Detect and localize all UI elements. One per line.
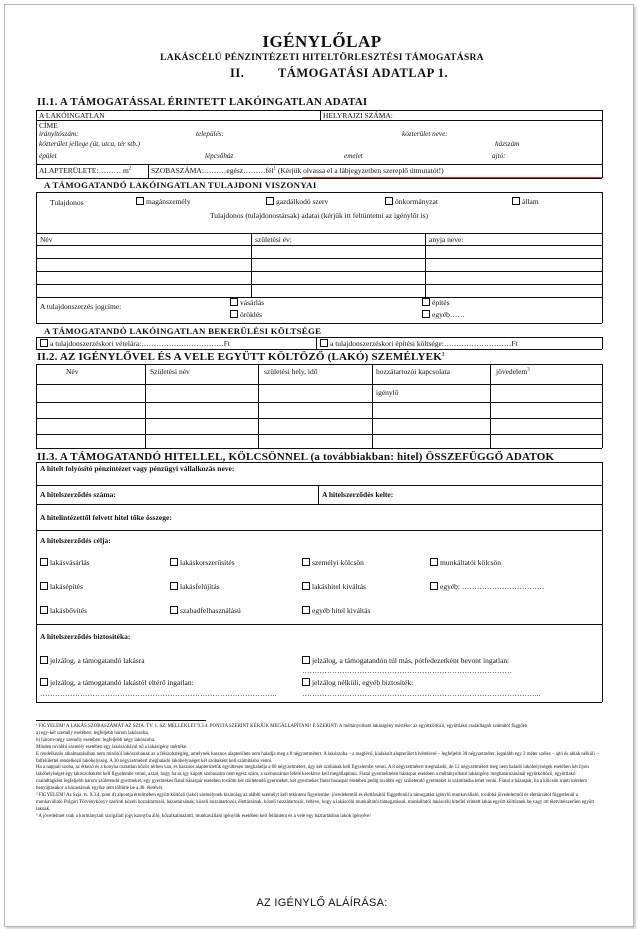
goal-munkaltatoi-kolcson[interactable]: munkáltatói kölcsön [430, 558, 501, 567]
label-kozterulet-jellege: közterület jellege (út, utca, tér stb.) [39, 140, 140, 148]
label-kozterulet-neve: közterület neve: [402, 130, 448, 138]
checkbox-onk[interactable] [385, 197, 393, 205]
security-eltero-dots: ………………………………………………………………………………….. [40, 689, 277, 698]
owner-option-onk[interactable]: önkormányzat [385, 197, 438, 206]
footnote-1e: Ha a nappali szoba, az étkező és a konyha osztatlan közös térben van, és hasznos alapterületük együttesen meghaladja a 60 négyzetmétert, úgy két szobának kell figyelembe venni. A 8 négyzetmétert meghaladó, de 12 négyzetmétert meg nem haladó lakóhelyiségek esetében két ilyen lakóhelyiséget egy lakószobaként kell figyelembe venni, azzal, hogy ha az így kapott szobaszám nem egész szám, a szobaszámot lefelé kerekítve kell megállapítani. Fiatal gyermektelen házaspár esetében a méltányolható lakásigény meghatározásánál együtköltöző, együttlakó családtagként legfeljebb három születendő gyermeket, egy gyermekes fiatal házaspár esetében további két születendő gyermeket, két gyermekes fiatal házaspár esetében pedig további egy születendő gyermeket is számításba lehet venni. Fiatal a házaspár, ha a kölcsön iránti kérelem benyújtásakor a házastársak egyike sem töltötte be a 40. életévét. [36, 765, 589, 792]
owner-option-allam[interactable]: állam [512, 197, 539, 206]
goal-szemelyi-kolcson[interactable]: személyi kölcsön [302, 558, 364, 567]
col-ii2-nev: Név [66, 367, 79, 376]
security-egyeb[interactable]: jelzálog nélküli, egyéb biztosíték: [302, 678, 413, 687]
label-iranyitoszam: irányítószám: [39, 130, 79, 138]
label-biztositeka: A hitelszerződés biztosítéka: [40, 632, 131, 641]
label-lepcsohaz: lépcsőház [205, 152, 234, 160]
label-szerzodes-szama: A hitelszerződés száma: [40, 490, 116, 499]
checkbox-goal-6[interactable] [170, 582, 178, 590]
jogcim-orokles[interactable]: öröklés [230, 310, 262, 319]
label-cime: CÍME [39, 121, 58, 130]
footnote-2: ² FIGYELEM! Az Szja. tv. 9.3.4. pont d) alpontja értelmében együtt költöző (lakó) személynek kizárólag az alábbi személyt kell tekinteni figyelembe: jövedelemtől és élettársától függetlenül a támogatást igénylő munkavállaló, továbbá jövedelemtől és élettársától függetlenül a munkavállaló Polgári Törvénykönyv szerinti közeli hozzátartozói, házastársának, közeli hozzátartozói, élettársának, közeli hozzátartozói, feltéve, hogy a lakáscélú munkáltatói támogatással, munkáltatói lakáscélú hitellel érintett lakás együtt költöznek be vagy ott életvitelszerűen együtt laknak. [36, 793, 595, 812]
owner-option-gazd[interactable]: gazdálkodó szerv [266, 197, 328, 206]
goal-szabadfelhasznalasu[interactable]: szabadfelhasználású [170, 606, 241, 615]
jogcim-egyeb[interactable]: egyéb…… [422, 310, 465, 319]
checkbox-goal-3[interactable] [302, 558, 310, 566]
footnote-1c: Minden további személy esetében egy lakószobával nő a lakásigény mértéke. [36, 744, 188, 750]
col-szulev: születési év: [255, 235, 292, 244]
owners-note: Tulajdonos (tulajdonostársak) adatai (kérjük itt feltüntetni az igénylőt is) [209, 211, 428, 220]
form-title: IGÉNYLŐLAP [262, 32, 382, 51]
cost-option-vetelar[interactable]: a tulajdonszerzéskori vételára:……………………………Ft [40, 339, 230, 348]
checkbox-epitesi[interactable] [320, 339, 328, 347]
checkbox-goal-8[interactable] [430, 582, 438, 590]
sheet-title: TÁMOGATÁSI ADATLAP 1. [278, 66, 449, 80]
security-potfedezet-dots: ………………………………………………………………………… [302, 666, 512, 675]
footnote-1a: a) egy-két személy esetében: legfeljebb három lakószoba, [36, 730, 149, 736]
section-ii1-title: II.1. A TÁMOGATÁSSAL ÉRINTETT LAKÓINGATLAN ADATAI [37, 96, 368, 108]
label-szerzodes-kelte: A hitelszerződés kelte: [322, 490, 394, 499]
checkbox-egyeb[interactable] [422, 310, 430, 318]
checkbox-sec-4[interactable] [302, 678, 310, 686]
footnote-1d: E rendelkezés alkalmazásában nem minősül lakószobának az a félszobatéglég, amelynek hasznos alapterülete nem haladja meg a 8 négyzetmétert. A lakószoba – a meglévő, kialakult alapterület kivételével – legfeljebb 30 négyzetméter, legalább egy 2 méter széles – ajtó és ablak nélküli – falfelülettel rendelkező lakóhelyiség. A 30 négyzetmétert meghaladó lakóhelyiséget két szobaként kell számításba venni. [36, 751, 599, 764]
jogcim-vasarlas[interactable]: vásárlás [230, 298, 264, 307]
goal-egyeb[interactable]: egyéb: …………………………… [430, 582, 544, 591]
goal-lakasepites[interactable]: lakásépítés [40, 582, 83, 591]
label-lakoingatlan: A LAKÓINGATLAN [39, 111, 105, 120]
checkbox-goal-4[interactable] [430, 558, 438, 566]
footnote-1: ¹ FIGYELEM! A LAKÁS SZOBASZÁMÁT AZ SZJA. TV. 1. SZ. MELLÉKLET 9.3.4. PONTJA SZERINT KÉRJÜK MEGÁLLAPÍTANI! E SZERINT: A méltányolható lakásigény mértéke: az együtköltöző, együttlakó családtagok számától függően [36, 724, 528, 729]
checkbox-vasarlas[interactable] [230, 298, 238, 306]
col-ii2-kapcsolat: hozzátartozói kapcsolata [376, 367, 450, 376]
label-emelet: emelet [344, 152, 363, 160]
goal-lakasfelujitas[interactable]: lakásfelújítás [170, 582, 220, 591]
checkbox-gazd[interactable] [266, 197, 274, 205]
label-celja: A hitelszerződés célja: [40, 536, 111, 545]
checkbox-sec-1[interactable] [40, 656, 48, 664]
goal-lakasvasarlas[interactable]: lakásvásárlás [40, 558, 90, 567]
footnotes [36, 724, 602, 821]
checkbox-allam[interactable] [512, 197, 520, 205]
checkbox-orokles[interactable] [230, 310, 238, 318]
checkbox-goal-5[interactable] [40, 582, 48, 590]
checkbox-goal-2[interactable] [170, 558, 178, 566]
signature-label: AZ IGÉNYLŐ ALÁÍRÁSA: [256, 897, 388, 909]
footnote-1b: b) három-négy személy esetében: legfeljebb négy lakószoba. [36, 737, 156, 743]
cost-option-epitesi[interactable]: a tulajdonszerzéskori építési költsége:………………………Ft [320, 339, 518, 348]
goal-lakashitel-kivaltas[interactable]: lakáshitel kiváltás [302, 582, 366, 591]
checkbox-goal-10[interactable] [170, 606, 178, 614]
checkbox-goal-7[interactable] [302, 582, 310, 590]
owner-option-magan[interactable]: magánszemély [136, 197, 191, 206]
footnote-3: ³ A jövedelmet csak a kormányzati szolgálati jogviszonyba álló, közalkalmazotti, munkavállaló igénylők esetében kell feltünteni és a vele egy háztartásban lakók igényére! [36, 813, 371, 819]
jogcim-epites[interactable]: építés [422, 298, 450, 307]
goal-lakasbovites[interactable]: lakásbővítés [40, 606, 87, 615]
section-ii2-title: II.2. AZ IGÉNYLŐVEL ÉS A VELE EGYÜTT KÖLTÖZŐ (LAKÓ) SZEMÉLYEK$^2$ [37, 351, 445, 363]
label-epulet: épület [39, 152, 57, 160]
label-telepules: település: [196, 130, 224, 138]
label-alapterulet: ALAPTERÜLETE:……… $m^2$ [39, 166, 132, 175]
checkbox-goal-11[interactable] [302, 606, 310, 614]
checkbox-goal-9[interactable] [40, 606, 48, 614]
label-hazszam: házszám [495, 140, 520, 148]
label-toke: A hitelintézettől felvett hitel tőke összege: [40, 513, 172, 522]
security-egyeb-dots: …………………………………………………………………………………... [302, 689, 541, 698]
label-ajto: ajtó: [492, 152, 506, 160]
cell-igenylo: igénylő [376, 388, 399, 397]
goal-lakaskorszerusites[interactable]: lakáskorszerűsítés [170, 558, 235, 567]
goal-egyeb-hitel-kivaltas[interactable]: egyéb hitel kiváltás [302, 606, 370, 615]
col-nev: Név [40, 235, 53, 244]
label-tulajdonos: Tulajdonos [50, 198, 84, 207]
col-anyja: anyja neve: [429, 235, 464, 244]
label-helyrajzi: HELYRAJZI SZÁMA: [323, 111, 393, 120]
security-lakas[interactable]: jelzálog, a támogatandó lakásra [40, 656, 145, 665]
col-ii2-jovedelem: jövedelem$^3$ [496, 367, 530, 376]
ownership-title: A TÁMOGATANDÓ LAKÓINGATLAN TULAJDONI VISZONYAI [44, 180, 317, 190]
checkbox-sec-2[interactable] [302, 656, 310, 664]
security-potfedezet[interactable]: jelzálog, a támogatandón túl más, pótfedezetként bevont ingatlan: [302, 656, 509, 665]
checkbox-vetelar[interactable] [40, 339, 48, 347]
cost-title: A TÁMOGATANDÓ LAKÓINGATLAN BEKERÜLÉSI KÖLTSÉGE [44, 326, 322, 336]
col-ii2-szulhely: születési hely, idő [264, 367, 318, 376]
security-eltero[interactable]: jelzálog, a támogatandó lakástól eltérő ingatlan: [40, 678, 194, 687]
form-subtitle: LAKÁSCÉLÚ PÉNZINTÉZETI HITELTÖRLESZTÉSI TÁMOGATÁSRA [160, 53, 484, 63]
checkbox-epites[interactable] [422, 298, 430, 306]
label-folyosito: A hitelt folyósító pénzintézet vagy pénzügyi vállalkozás neve: [40, 464, 235, 473]
col-ii2-szulnev: Születési név [150, 367, 190, 376]
label-jogcim: A tulajdonszerzés jogcíme: [40, 302, 122, 311]
section-ii3-title: II.3. A TÁMOGATANDÓ HITELLEL, KÖLCSÖNNEL (a továbbiakban: hitel) ÖSSZEFÜGGŐ ADATOK [37, 451, 555, 463]
checkbox-sec-3[interactable] [40, 678, 48, 686]
checkbox-goal-1[interactable] [40, 558, 48, 566]
checkbox-magan[interactable] [136, 197, 144, 205]
section-roman: II. [230, 66, 245, 80]
label-szobaszam: SZOBASZÁMA:………egész………fél$^1$ (Kérjük olvassa el a lábjegyzetben szereplő útmutatót!) [151, 166, 444, 175]
